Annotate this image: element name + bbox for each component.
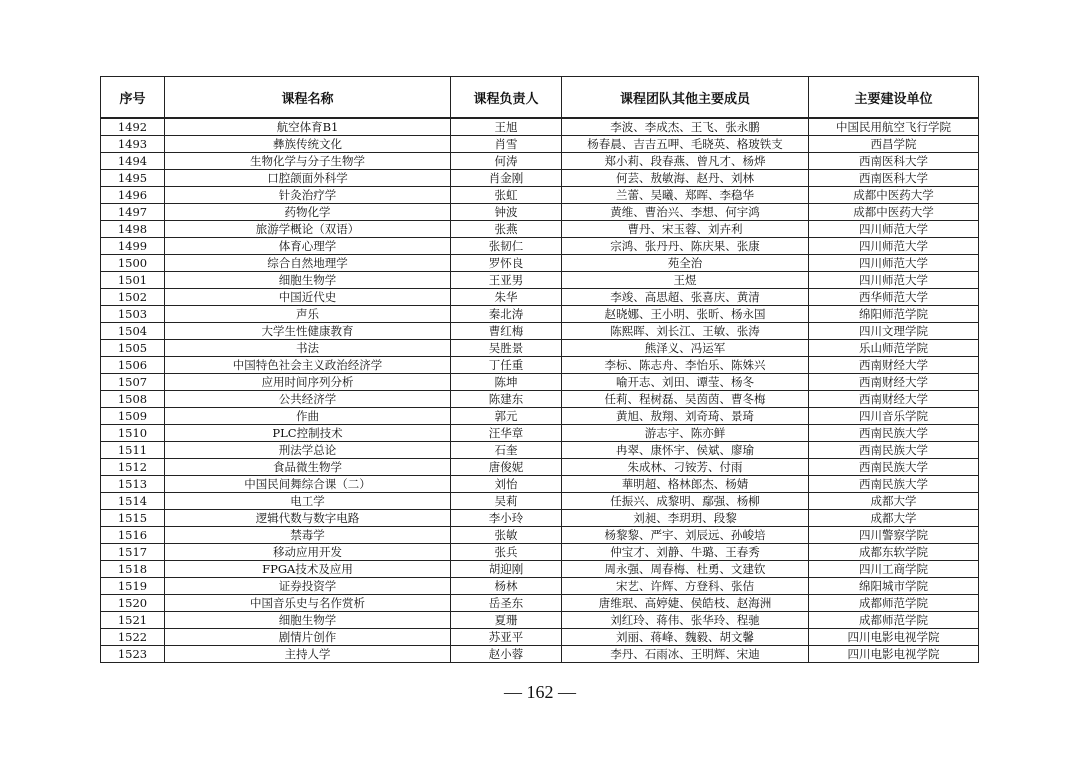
table-row	[101, 118, 979, 136]
cell-team-members: 杨黎黎、严宇、刘辰远、孙峻培	[562, 527, 809, 544]
cell-index: 1502	[101, 289, 165, 306]
cell-team-members: 唐维珉、高婷婕、侯皓枝、赵海洲	[562, 595, 809, 612]
table-row	[101, 646, 979, 663]
cell-course-name: 书法	[165, 340, 451, 357]
table-body	[101, 118, 979, 663]
cell-course-lead: 陈坤	[451, 374, 562, 391]
table-row	[101, 289, 979, 306]
cell-index: 1501	[101, 272, 165, 289]
table-row	[101, 340, 979, 357]
cell-team-members: 任莉、程树磊、吴茵茵、曹冬梅	[562, 391, 809, 408]
cell-course-lead: 肖金刚	[451, 170, 562, 187]
cell-index: 1522	[101, 629, 165, 646]
table-row	[101, 255, 979, 272]
cell-course-name: 旅游学概论（双语）	[165, 221, 451, 238]
cell-course-lead: 苏亚平	[451, 629, 562, 646]
cell-team-members: 兰蕾、吴曦、郑晖、李稳华	[562, 187, 809, 204]
table-row	[101, 357, 979, 374]
header-course-lead: 课程负责人	[451, 77, 562, 119]
cell-course-lead: 石奎	[451, 442, 562, 459]
cell-course-name: 生物化学与分子生物学	[165, 153, 451, 170]
cell-institution: 中国民用航空飞行学院	[809, 118, 979, 136]
cell-index: 1521	[101, 612, 165, 629]
cell-institution: 四川师范大学	[809, 238, 979, 255]
cell-institution: 西南民族大学	[809, 442, 979, 459]
cell-team-members: 黄维、曹治兴、李想、何宇鸿	[562, 204, 809, 221]
cell-institution: 西南民族大学	[809, 425, 979, 442]
cell-course-name: 证券投资学	[165, 578, 451, 595]
cell-institution: 四川师范大学	[809, 272, 979, 289]
table-row	[101, 408, 979, 425]
cell-team-members: 郑小莉、段春燕、曾凡才、杨烨	[562, 153, 809, 170]
cell-institution: 四川文理学院	[809, 323, 979, 340]
cell-index: 1504	[101, 323, 165, 340]
cell-course-name: 中国音乐史与名作赏析	[165, 595, 451, 612]
cell-course-name: 刑法学总论	[165, 442, 451, 459]
cell-course-name: 逻辑代数与数字电路	[165, 510, 451, 527]
cell-course-lead: 吴胜景	[451, 340, 562, 357]
cell-institution: 四川师范大学	[809, 255, 979, 272]
cell-course-name: FPGA技术及应用	[165, 561, 451, 578]
table-row	[101, 153, 979, 170]
cell-institution: 成都东软学院	[809, 544, 979, 561]
cell-team-members: 苑全治	[562, 255, 809, 272]
cell-team-members: 冉翠、康怀宇、侯斌、廖瑜	[562, 442, 809, 459]
cell-course-lead: 张燕	[451, 221, 562, 238]
cell-course-lead: 李小玲	[451, 510, 562, 527]
table-row	[101, 544, 979, 561]
cell-course-name: 禁毒学	[165, 527, 451, 544]
cell-institution: 西南财经大学	[809, 391, 979, 408]
header-team-members: 课程团队其他主要成员	[562, 77, 809, 119]
cell-index: 1498	[101, 221, 165, 238]
cell-course-lead: 张兵	[451, 544, 562, 561]
cell-team-members: 刘丽、蒋峰、魏毅、胡文馨	[562, 629, 809, 646]
cell-team-members: 李标、陈志舟、李怡乐、陈姝兴	[562, 357, 809, 374]
cell-team-members: 黄旭、敖翔、刘奇琦、景琦	[562, 408, 809, 425]
cell-index: 1511	[101, 442, 165, 459]
table-row	[101, 306, 979, 323]
cell-course-lead: 朱华	[451, 289, 562, 306]
cell-course-name: 体育心理学	[165, 238, 451, 255]
cell-course-lead: 吴莉	[451, 493, 562, 510]
table-row	[101, 493, 979, 510]
cell-course-name: 移动应用开发	[165, 544, 451, 561]
table-row	[101, 221, 979, 238]
cell-institution: 西南民族大学	[809, 476, 979, 493]
cell-institution: 成都师范学院	[809, 612, 979, 629]
cell-institution: 西南医科大学	[809, 153, 979, 170]
cell-team-members: 陈熙晖、刘长江、王敏、张涛	[562, 323, 809, 340]
cell-course-lead: 赵小蓉	[451, 646, 562, 663]
cell-index: 1493	[101, 136, 165, 153]
cell-index: 1519	[101, 578, 165, 595]
cell-course-name: 大学生性健康教育	[165, 323, 451, 340]
cell-course-name: 作曲	[165, 408, 451, 425]
table-row	[101, 561, 979, 578]
cell-course-lead: 秦北涛	[451, 306, 562, 323]
cell-institution: 成都中医药大学	[809, 204, 979, 221]
table-row	[101, 476, 979, 493]
cell-index: 1514	[101, 493, 165, 510]
cell-index: 1517	[101, 544, 165, 561]
cell-institution: 西华师范大学	[809, 289, 979, 306]
cell-institution: 四川师范大学	[809, 221, 979, 238]
cell-course-lead: 张敏	[451, 527, 562, 544]
cell-institution: 西南财经大学	[809, 374, 979, 391]
cell-course-lead: 陈建东	[451, 391, 562, 408]
cell-index: 1505	[101, 340, 165, 357]
cell-team-members: 喻开志、刘田、谭莹、杨冬	[562, 374, 809, 391]
cell-institution: 乐山师范学院	[809, 340, 979, 357]
cell-course-name: 针灸治疗学	[165, 187, 451, 204]
table-row	[101, 187, 979, 204]
cell-course-name: 食品微生物学	[165, 459, 451, 476]
cell-course-name: 彝族传统文化	[165, 136, 451, 153]
table-row	[101, 391, 979, 408]
cell-institution: 四川电影电视学院	[809, 629, 979, 646]
cell-index: 1503	[101, 306, 165, 323]
cell-team-members: 朱成林、刁铵芳、付雨	[562, 459, 809, 476]
cell-team-members: 宗鸿、张丹丹、陈庆果、张康	[562, 238, 809, 255]
cell-team-members: 仲宝才、刘静、牛璐、王春秀	[562, 544, 809, 561]
table-row	[101, 459, 979, 476]
page-number: — 162 —	[504, 682, 576, 702]
table-row	[101, 578, 979, 595]
cell-index: 1494	[101, 153, 165, 170]
cell-team-members: 李波、李成杰、王飞、张永鹏	[562, 118, 809, 136]
cell-course-name: 主持人学	[165, 646, 451, 663]
cell-index: 1509	[101, 408, 165, 425]
cell-team-members: 曹丹、宋玉蓉、刘卉利	[562, 221, 809, 238]
cell-team-members: 周永强、周春梅、杜勇、文建钦	[562, 561, 809, 578]
cell-course-lead: 张韧仁	[451, 238, 562, 255]
cell-index: 1513	[101, 476, 165, 493]
table-row	[101, 170, 979, 187]
cell-institution: 成都大学	[809, 493, 979, 510]
cell-institution: 西南民族大学	[809, 459, 979, 476]
cell-course-lead: 杨林	[451, 578, 562, 595]
header-index: 序号	[101, 77, 165, 119]
cell-index: 1515	[101, 510, 165, 527]
cell-team-members: 王煜	[562, 272, 809, 289]
cell-index: 1506	[101, 357, 165, 374]
cell-team-members: 刘红玲、蒋伟、张华玲、程驰	[562, 612, 809, 629]
cell-course-lead: 王亚男	[451, 272, 562, 289]
cell-index: 1516	[101, 527, 165, 544]
table-row	[101, 374, 979, 391]
cell-course-lead: 张虹	[451, 187, 562, 204]
cell-institution: 西昌学院	[809, 136, 979, 153]
table-row	[101, 442, 979, 459]
cell-course-lead: 何涛	[451, 153, 562, 170]
cell-institution: 西南医科大学	[809, 170, 979, 187]
cell-index: 1507	[101, 374, 165, 391]
cell-course-name: 细胞生物学	[165, 612, 451, 629]
cell-course-name: 中国近代史	[165, 289, 451, 306]
cell-course-name: 中国特色社会主义政治经济学	[165, 357, 451, 374]
cell-index: 1495	[101, 170, 165, 187]
cell-index: 1499	[101, 238, 165, 255]
cell-course-lead: 胡迎刚	[451, 561, 562, 578]
table-row	[101, 323, 979, 340]
cell-institution: 四川音乐学院	[809, 408, 979, 425]
cell-index: 1492	[101, 118, 165, 136]
table-header-row	[101, 77, 979, 119]
table-row	[101, 527, 979, 544]
cell-team-members: 宋艺、许辉、方登科、张佶	[562, 578, 809, 595]
cell-course-lead: 罗怀良	[451, 255, 562, 272]
cell-index: 1500	[101, 255, 165, 272]
cell-team-members: 任振兴、成黎明、鄢强、杨柳	[562, 493, 809, 510]
table-row	[101, 272, 979, 289]
cell-index: 1512	[101, 459, 165, 476]
table-row	[101, 204, 979, 221]
cell-team-members: 游志宇、陈亦鲜	[562, 425, 809, 442]
table-row	[101, 612, 979, 629]
cell-team-members: 赵晓娜、王小明、张昕、杨永国	[562, 306, 809, 323]
table-row	[101, 136, 979, 153]
cell-team-members: 華明超、格林郎杰、杨婧	[562, 476, 809, 493]
cell-course-name: 电工学	[165, 493, 451, 510]
cell-institution: 四川警察学院	[809, 527, 979, 544]
cell-course-lead: 丁任重	[451, 357, 562, 374]
cell-course-lead: 钟波	[451, 204, 562, 221]
cell-course-lead: 王旭	[451, 118, 562, 136]
cell-course-name: 口腔颌面外科学	[165, 170, 451, 187]
cell-institution: 绵阳师范学院	[809, 306, 979, 323]
cell-course-name: 声乐	[165, 306, 451, 323]
cell-team-members: 李丹、石雨冰、王明辉、宋迪	[562, 646, 809, 663]
cell-course-lead: 岳圣东	[451, 595, 562, 612]
cell-course-lead: 刘怡	[451, 476, 562, 493]
cell-index: 1508	[101, 391, 165, 408]
cell-index: 1496	[101, 187, 165, 204]
cell-course-lead: 唐俊妮	[451, 459, 562, 476]
table-row	[101, 238, 979, 255]
cell-team-members: 刘昶、李玥玥、段黎	[562, 510, 809, 527]
cell-course-name: 应用时间序列分析	[165, 374, 451, 391]
cell-index: 1520	[101, 595, 165, 612]
cell-index: 1518	[101, 561, 165, 578]
cell-course-name: 中国民间舞综合课（二）	[165, 476, 451, 493]
cell-course-name: PLC控制技术	[165, 425, 451, 442]
table-row	[101, 595, 979, 612]
cell-team-members: 熊泽义、冯运军	[562, 340, 809, 357]
cell-institution: 成都中医药大学	[809, 187, 979, 204]
cell-course-name: 细胞生物学	[165, 272, 451, 289]
cell-course-name: 综合自然地理学	[165, 255, 451, 272]
cell-team-members: 杨春晨、吉吉五呷、毛晓英、格玻铁支	[562, 136, 809, 153]
cell-team-members: 李竣、高思超、张喜庆、黄清	[562, 289, 809, 306]
course-table	[100, 76, 979, 663]
cell-course-name: 药物化学	[165, 204, 451, 221]
table-row	[101, 510, 979, 527]
cell-index: 1497	[101, 204, 165, 221]
cell-course-lead: 肖雪	[451, 136, 562, 153]
cell-institution: 成都大学	[809, 510, 979, 527]
cell-institution: 西南财经大学	[809, 357, 979, 374]
cell-course-name: 公共经济学	[165, 391, 451, 408]
table-row	[101, 629, 979, 646]
header-institution: 主要建设单位	[809, 77, 979, 119]
cell-course-lead: 曹红梅	[451, 323, 562, 340]
cell-index: 1523	[101, 646, 165, 663]
cell-institution: 绵阳城市学院	[809, 578, 979, 595]
cell-institution: 成都师范学院	[809, 595, 979, 612]
cell-institution: 四川工商学院	[809, 561, 979, 578]
cell-institution: 四川电影电视学院	[809, 646, 979, 663]
cell-course-lead: 汪华章	[451, 425, 562, 442]
cell-course-name: 航空体育B1	[165, 118, 451, 136]
cell-team-members: 何芸、敖敏海、赵丹、刘林	[562, 170, 809, 187]
cell-course-lead: 郭元	[451, 408, 562, 425]
cell-course-name: 剧情片创作	[165, 629, 451, 646]
cell-course-lead: 夏珊	[451, 612, 562, 629]
header-course-name: 课程名称	[165, 77, 451, 119]
table-row	[101, 425, 979, 442]
cell-index: 1510	[101, 425, 165, 442]
